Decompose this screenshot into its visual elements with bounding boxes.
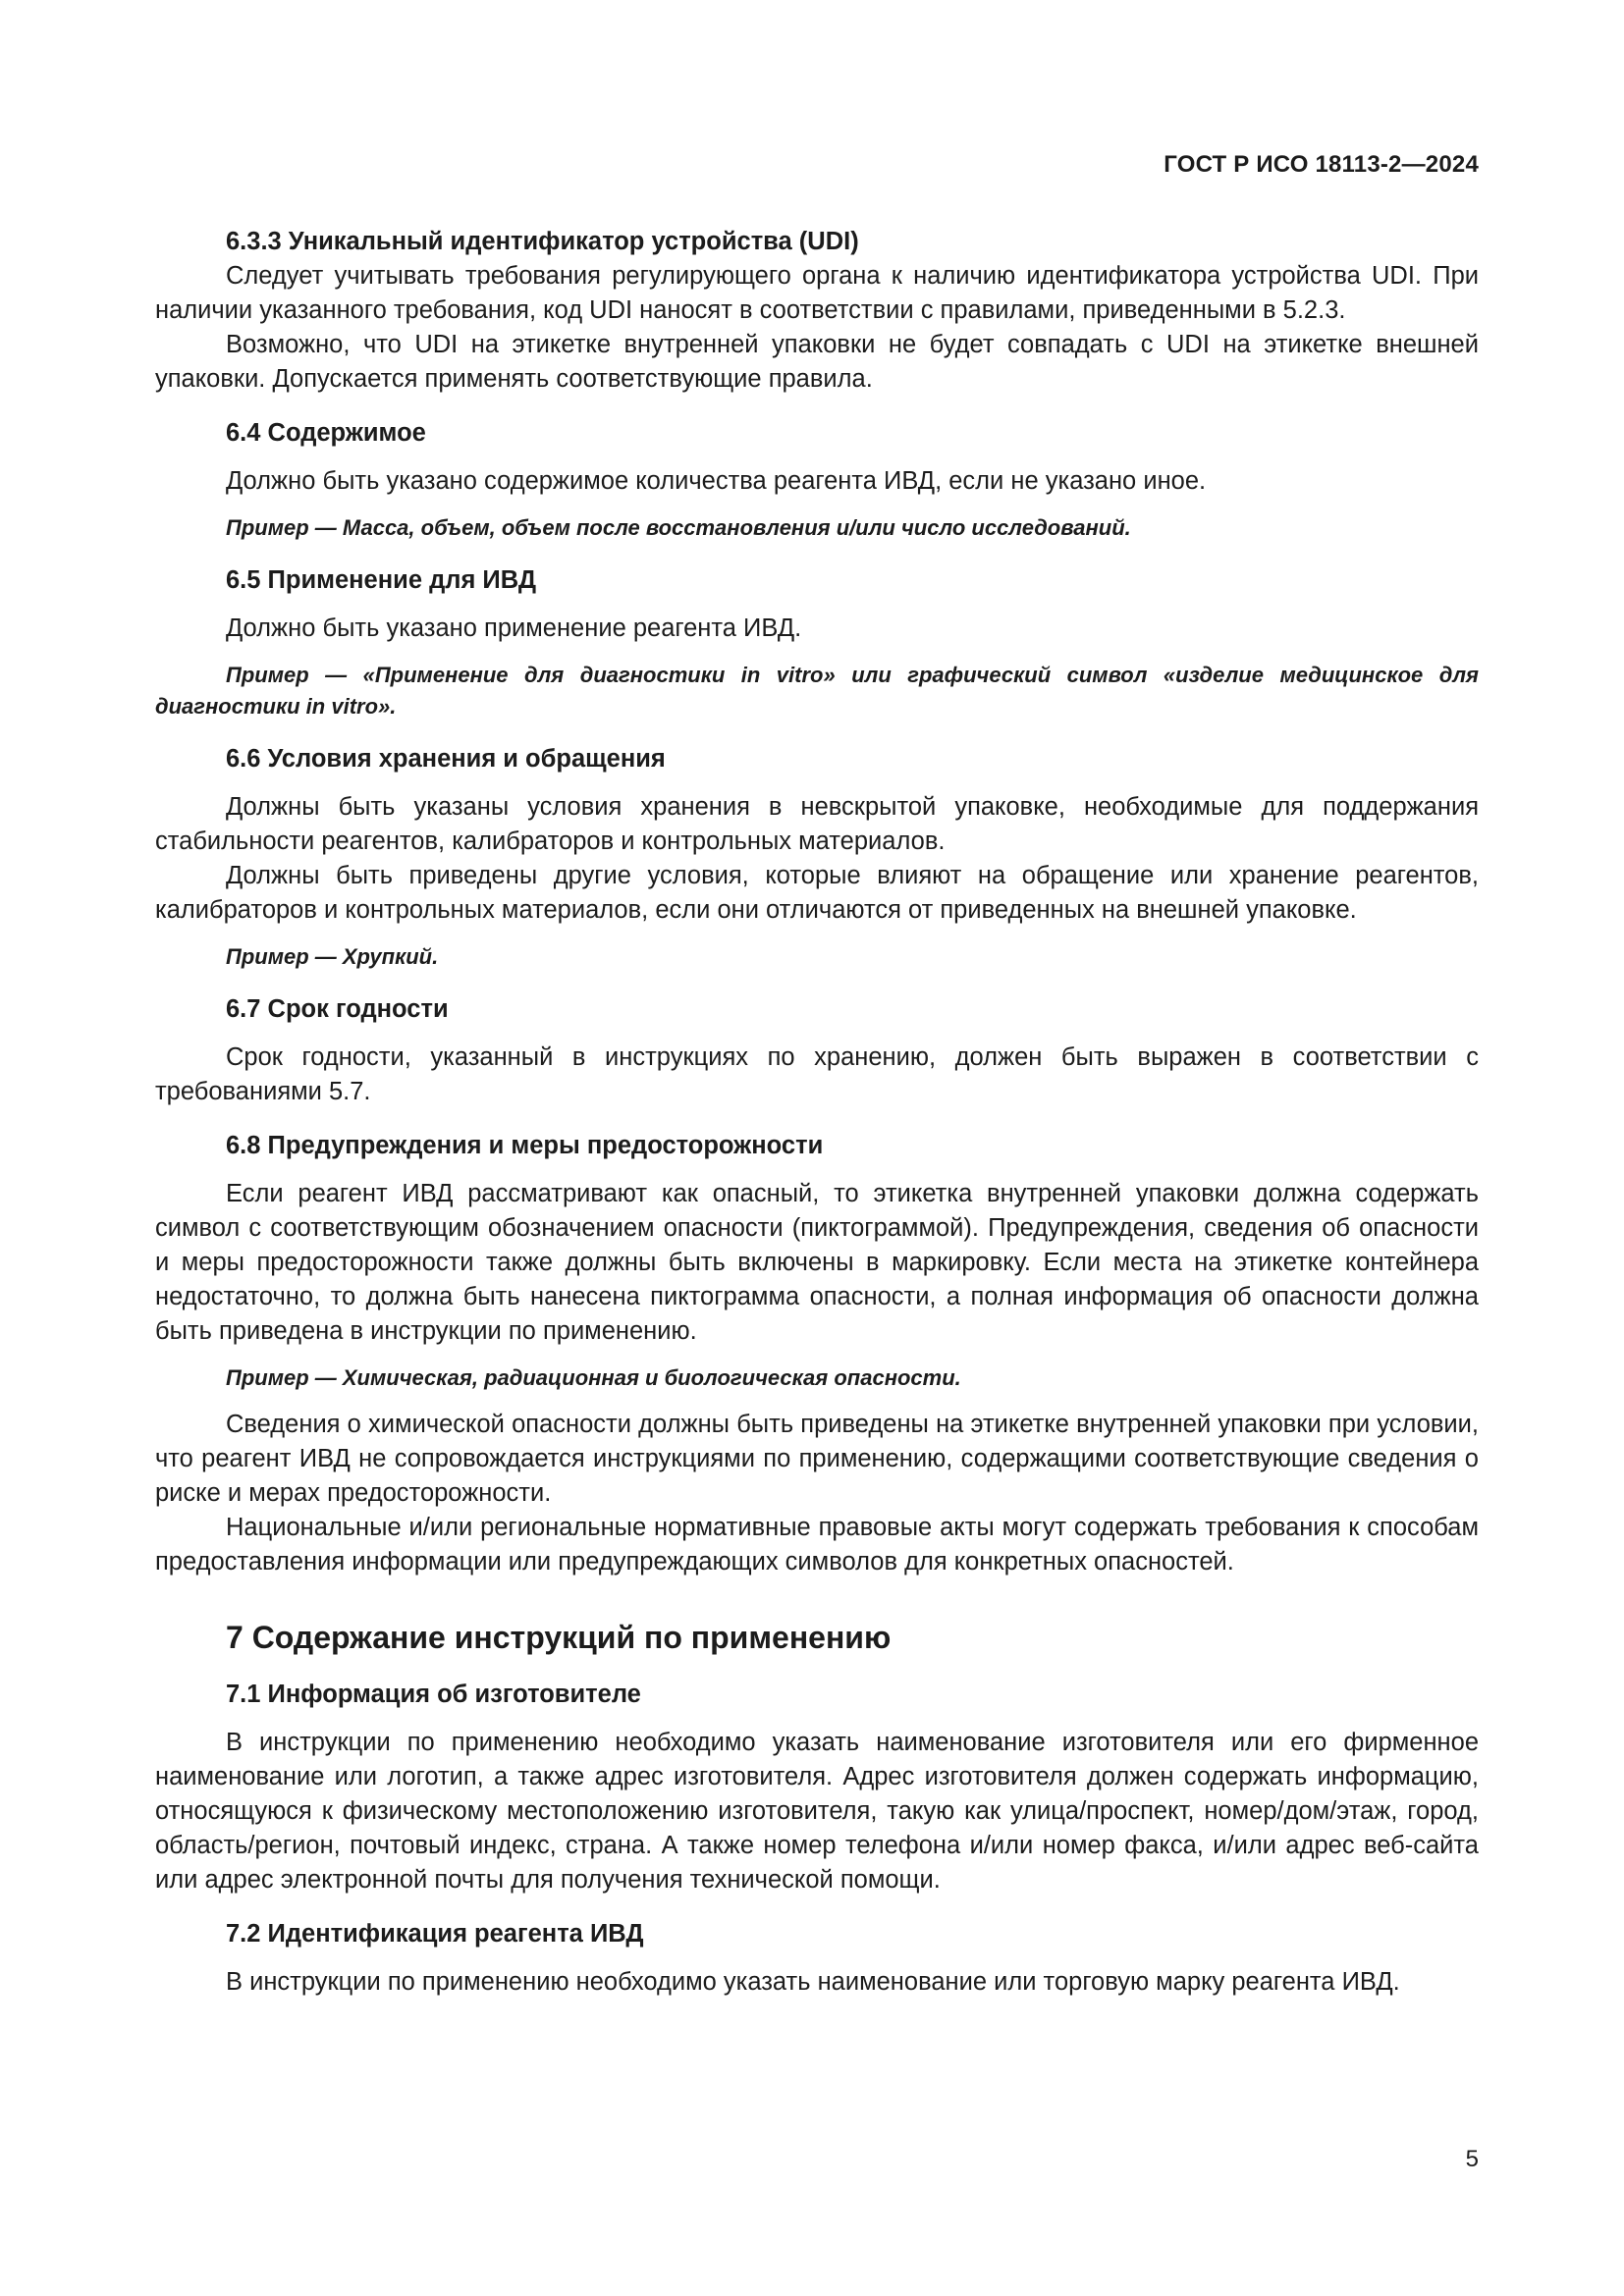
section-6-8-heading: 6.8 Предупреждения и меры предосторожности	[226, 1132, 824, 1159]
section-6-7-heading: 6.7 Срок годности	[226, 995, 449, 1023]
section-6-5-heading: 6.5 Применение для ИВД	[226, 566, 537, 594]
section-7-1-heading: 7.1 Информация об изготовителе	[226, 1681, 641, 1708]
section-6-5-example: Пример — «Применение для диагностики in vitro» или графический символ «изделие медицинское для диагностики in vitro».	[155, 663, 1479, 719]
section-6-8-paragraph-1: Если реагент ИВД рассматривают как опасный, то этикетка внутренней упаковки должна содержать символ с соответствующим обозначением опасности (пиктограммой). Предупреждения, сведения об опасности и меры предосторожности также должны быть включены в маркировку. Если места на этикетке контейнера недостаточно, то должна быть нанесена пиктограмма опасности, а полная информация об опасности должна быть приведена в инструкции по применению.	[155, 1180, 1479, 1345]
section-6-7-paragraph-1: Срок годности, указанный в инструкциях по хранению, должен быть выражен в соответствии с требованиями 5.7.	[155, 1043, 1479, 1105]
section-6-4-paragraph-1: Должно быть указано содержимое количества реагента ИВД, если не указано иное.	[226, 467, 1207, 495]
section-6-4-example: Пример — Масса, объем, объем после восстановления и/или число исследований.	[226, 515, 1131, 540]
section-6-8-paragraph-3: Национальные и/или региональные нормативные правовые акты могут содержать требования к способам предоставления информации или предупреждающих символов для конкретных опасностей.	[155, 1514, 1479, 1575]
section-6-6-paragraph-2: Должны быть приведены другие условия, которые влияют на обращение или хранение реагентов, калибраторов и контрольных материалов, если они отличаются от приведенных на внешней упаковке.	[155, 862, 1479, 924]
page-number: 5	[1465, 2146, 1479, 2172]
section-6-3-3-heading: 6.3.3 Уникальный идентификатор устройства (UDI)	[226, 228, 859, 255]
document-code: ГОСТ Р ИСО 18113-2—2024	[1164, 151, 1479, 178]
section-6-5-paragraph-1: Должно быть указано применение реагента ИВД.	[226, 614, 802, 642]
section-6-3-3-paragraph-1: Следует учитывать требования регулирующего органа к наличию идентификатора устройства UDI. При наличии указанного требования, код UDI наносят в соответствии с правилами, приведенными в 5.2.3.	[155, 262, 1479, 324]
page-body	[155, 225, 1479, 2000]
section-7-heading: 7 Содержание инструкций по применению	[226, 1620, 892, 1655]
section-6-6-heading: 6.6 Условия хранения и обращения	[226, 745, 666, 773]
section-6-8-paragraph-2: Сведения о химической опасности должны быть приведены на этикетке внутренней упаковки при условии, что реагент ИВД не сопровождается инструкциями по применению, содержащими соответствующие сведения о риске и мерах предосторожности.	[155, 1411, 1479, 1507]
section-7-2-paragraph-1: В инструкции по применению необходимо указать наименование или торговую марку реагента ИВД.	[226, 1968, 1400, 1996]
section-6-6-example: Пример — Хрупкий.	[226, 944, 439, 969]
section-6-8-example: Пример — Химическая, радиационная и биологическая опасности.	[226, 1365, 961, 1390]
section-7-1-paragraph-1: В инструкции по применению необходимо указать наименование изготовителя или его фирменное наименование или логотип, а также адрес изготовителя. Адрес изготовителя должен содержать информацию, относящуюся к физическому местоположению изготовителя, такую как улица/проспект, номер/дом/этаж, город, область/регион, почтовый индекс, страна. А также номер телефона и/или номер факса, и/или адрес веб-сайта или адрес электронной почты для получения технической помощи.	[155, 1729, 1479, 1894]
section-7-2-heading: 7.2 Идентификация реагента ИВД	[226, 1920, 644, 1948]
section-6-6-paragraph-1: Должны быть указаны условия хранения в невскрытой упаковке, необходимые для поддержания стабильности реагентов, калибраторов и контрольных материалов.	[155, 793, 1479, 855]
section-6-3-3-paragraph-2: Возможно, что UDI на этикетке внутренней упаковки не будет совпадать с UDI на этикетке внешней упаковки. Допускается применять соответствующие правила.	[155, 331, 1479, 393]
section-6-4-heading: 6.4 Содержимое	[226, 419, 426, 447]
